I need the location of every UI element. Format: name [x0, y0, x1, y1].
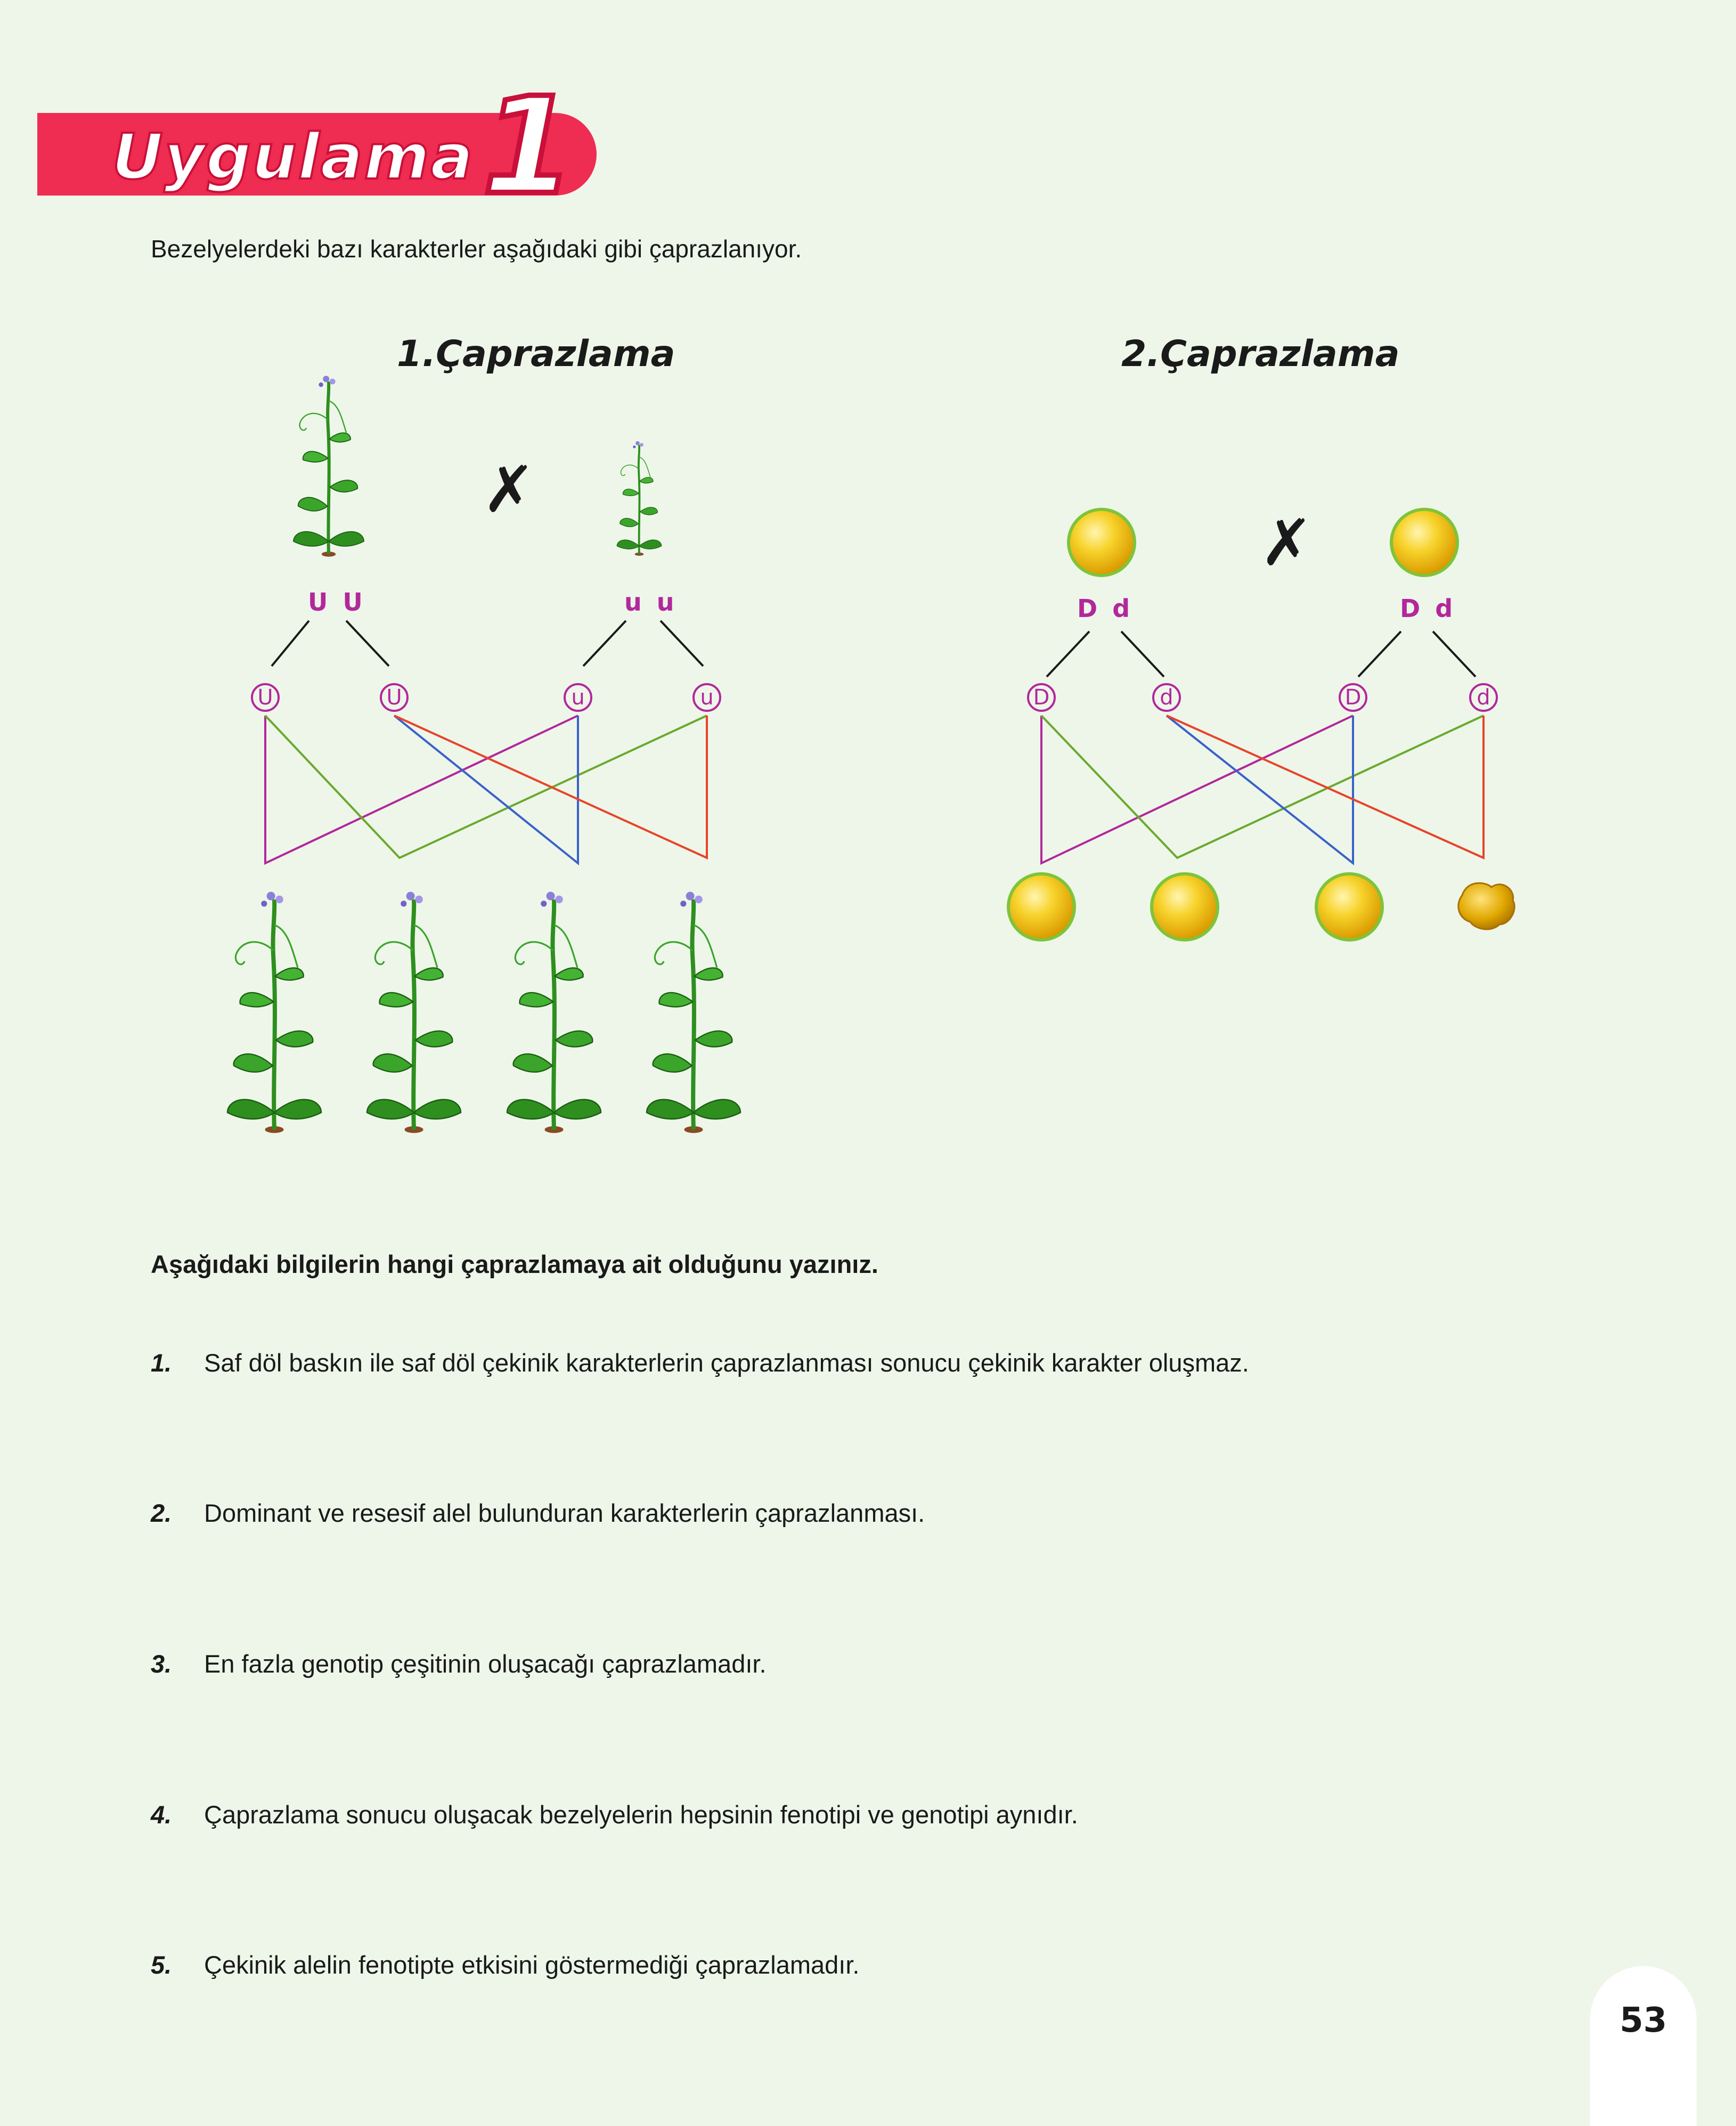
- cross1-allele-1: U: [251, 683, 280, 712]
- cross2-parent2-genotype: D d: [1400, 594, 1456, 623]
- page-number-tab: [1590, 1966, 1697, 2126]
- question-text: En fazla genotip çeşitinin oluşacağı çaprazlamadır.: [204, 1650, 767, 1678]
- question-number: 5.: [151, 1951, 172, 1979]
- cross2-allele-1: D: [1027, 683, 1056, 712]
- offspring-plant-3: [507, 892, 601, 1133]
- parent-plant-short: [617, 441, 662, 556]
- question-number: 4.: [151, 1800, 172, 1829]
- cross1-allele-4: u: [692, 683, 721, 712]
- cross2-allele-2: d: [1152, 683, 1181, 712]
- cross2-title: 2.Çaprazlama: [1121, 333, 1400, 375]
- banner-number: 1: [482, 69, 575, 224]
- cross1-allele-2: U: [380, 683, 409, 712]
- offspring-plant-2: [367, 892, 461, 1133]
- parent-pea-round-1: [1069, 509, 1135, 575]
- cross1-parent2-genotype: u u: [624, 588, 678, 616]
- cross1-parent1-genotype: U U: [308, 588, 366, 616]
- parent-plant-tall: [294, 376, 364, 557]
- cross2-parent1-genotype: D d: [1077, 594, 1134, 623]
- cross1-title: 1.Çaprazlama: [397, 333, 675, 375]
- section-heading: Aşağıdaki bilgilerin hangi çaprazlamaya ait olduğunu yazınız.: [151, 1250, 878, 1278]
- intro-text: Bezelyelerdeki bazı karakterler aşağıdaki gibi çaprazlanıyor.: [151, 235, 802, 263]
- cross1-allele-3: u: [564, 683, 592, 712]
- parent-pea-round-2: [1391, 509, 1457, 575]
- offspring-plant-4: [647, 892, 740, 1133]
- question-number: 3.: [151, 1650, 172, 1678]
- cross1-symbol: ✗: [482, 453, 536, 527]
- page-number: 53: [1619, 2001, 1667, 2040]
- question-text: Çaprazlama sonucu oluşacak bezelyelerin hepsinin fenotipi ve genotipi aynıdır.: [204, 1800, 1078, 1829]
- offspring-pea-round-1: [1008, 874, 1074, 940]
- offspring-pea-round-3: [1316, 874, 1382, 940]
- question-number: 2.: [151, 1499, 172, 1527]
- cross2-allele-4: d: [1469, 683, 1498, 712]
- question-number: 1.: [151, 1349, 172, 1377]
- cross2-allele-3: D: [1339, 683, 1367, 712]
- banner-title: Uygulama: [112, 120, 474, 193]
- question-text: Dominant ve resesif alel bulunduran karakterlerin çaprazlanması.: [204, 1499, 925, 1527]
- offspring-pea-wrinkled: [1458, 883, 1514, 929]
- cross2-symbol: ✗: [1260, 506, 1314, 580]
- offspring-plant-1: [227, 892, 321, 1133]
- offspring-pea-round-2: [1152, 874, 1218, 940]
- question-text: Çekinik alelin fenotipte etkisini göstermediği çaprazlamadır.: [204, 1951, 860, 1979]
- question-text: Saf döl baskın ile saf döl çekinik karakterlerin çaprazlanması sonucu çekinik karakter oluşmaz.: [204, 1349, 1249, 1377]
